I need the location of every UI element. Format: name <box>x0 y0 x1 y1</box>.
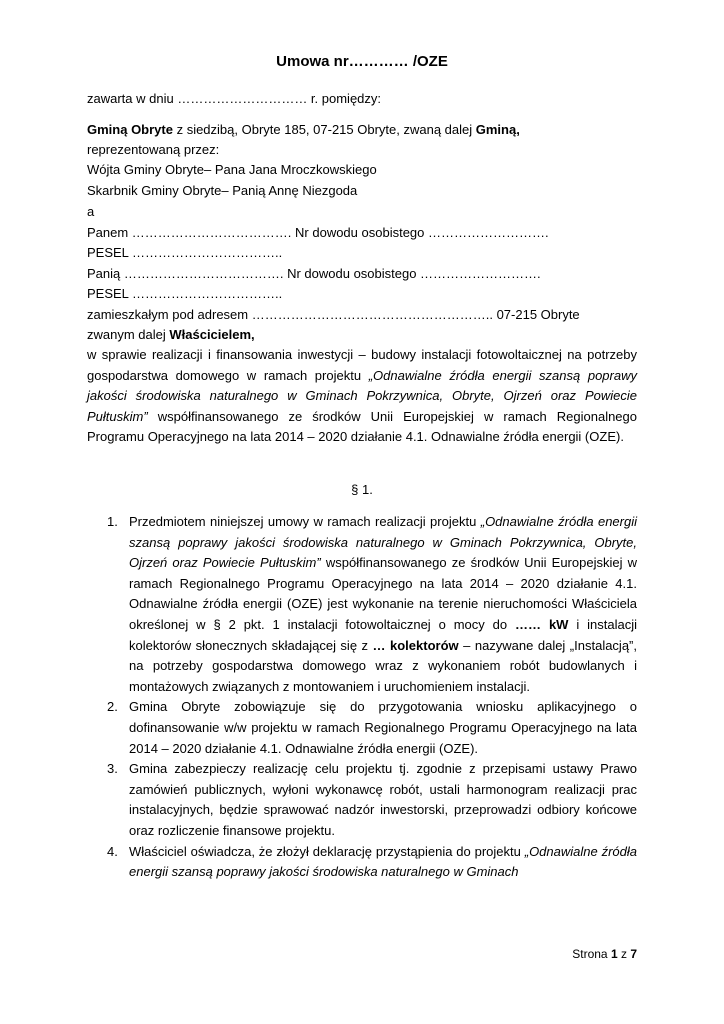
party1-line <box>87 120 520 140</box>
address-line: zamieszkałym pod adresem ……………………………………………….. 07-215 Obryte <box>87 307 580 322</box>
rep1-line: Wójta Gminy Obryte– Pana Jana Mroczkowskiego <box>87 162 377 177</box>
list-item <box>87 697 637 759</box>
matter-text-a: w sprawie realizacji i finansowania inwestycji – budowy instalacji fotowoltaicznej na potrzeby gospodarstwa domowego w ramach projektu <box>87 347 637 383</box>
item-text: Właściciel oświadcza, że złożył deklarację przystąpienia do projektu <box>129 843 525 859</box>
pesel1-line: PESEL …………………………….. <box>87 245 283 260</box>
matter-paragraph <box>87 345 637 448</box>
matter-project-name: „Odnawialne źródła energii szansą poprawy jakości środowiska naturalnego w Gminach Pokrzywnica, Obryte, Ojrzeń oraz Powiecie Pułtuskim” <box>87 367 637 424</box>
item-collectors: … kolektorów <box>372 637 459 653</box>
and-line: a <box>87 204 95 219</box>
item-text: – nazywane dalej „Instalacją”, na potrzeby gospodarstwa domowego wraz z wykonaniem robót budowlanych i montażowych związanych z montowaniem i uruchomieniem instalacji. <box>129 637 637 694</box>
footer-label: Strona <box>572 947 611 961</box>
item-text: współfinansowanego ze środków Unii Europejskiej w ramach Regionalnego Programu Operacyjnego na lata 2014 – 2020 działanie 4.1. Odnawialne źródła energii (OZE) jest wykonanie na terenie nieruchomości Właściciela określonej w § 2 pkt. 1 instalacji fotowoltaicznej o mocy do <box>129 555 637 632</box>
called-bold: Właścicielem, <box>169 327 255 342</box>
party1-name: Gminą Obryte <box>87 122 173 137</box>
represented-line: reprezentowaną przez: <box>87 142 220 157</box>
item-number: 2. <box>107 699 118 715</box>
item-text: Przedmiotem niniejszej umowy w ramach realizacji projektu <box>129 514 481 529</box>
party2-line1: Panem ………………………………. Nr dowodu osobistego ………………………. <box>87 225 549 240</box>
party1-address: z siedzibą, Obryte 185, 07-215 Obryte, zwaną dalej <box>172 122 476 137</box>
matter-text-b: współfinansowanego ze środków Unii Europejskiej w ramach Regionalnego Programu Operacyjnego na lata 2014 – 2020 działanie 4.1. Odnawialne źródła energii (OZE). <box>87 408 637 445</box>
called-text: zwanym dalej <box>87 327 170 342</box>
party2-line2: Panią ………………………………. Nr dowodu osobistego ………………………. <box>87 266 541 281</box>
pesel2-line: PESEL …………………………….. <box>87 286 283 301</box>
section-heading: § 1. <box>351 482 373 497</box>
list-item <box>87 759 637 841</box>
rep2-line: Skarbnik Gminy Obryte– Panią Annę Niezgoda <box>87 183 358 198</box>
page-footer <box>572 947 637 961</box>
item-text: Gmina Obryte zobowiązuje się do przygotowania wniosku aplikacyjnego o dofinansowanie w/w projektu w ramach Regionalnego Programu Operacyjnego na lata 2014 – 2020 działanie 4.1. Odnawialne źródła energii (OZE). <box>129 699 637 756</box>
item-number: 4. <box>107 843 118 859</box>
footer-sep: z <box>617 947 631 961</box>
item-power: …… kW <box>515 616 569 632</box>
footer-total: 7 <box>630 947 637 961</box>
item-project-name: „Odnawialne źródła energii szansą poprawy jakości środowiska naturalnego w Gminach <box>129 843 637 880</box>
footer-page: 1 <box>610 947 618 961</box>
list-item <box>87 512 637 697</box>
list-item <box>87 842 637 883</box>
item-text: Gmina zabezpieczy realizację celu projektu tj. zgodnie z przepisami ustawy Prawo zamówień publicznych, wyłoni wykonawcę robót, ustali harmonogram realizacji prac instalacyjnych, będzie sprawować nadzór inwestorski, przeprowadzi odbiory końcowe oraz rozliczenie finansowe projektu. <box>129 761 637 838</box>
clause-list <box>87 512 637 883</box>
item-number: 3. <box>107 761 118 777</box>
called-line <box>87 325 255 345</box>
contract-title: Umowa nr………… /OZE <box>276 53 448 70</box>
party1-short: Gminą, <box>475 122 520 137</box>
item-number: 1. <box>107 514 118 529</box>
intro-line: zawarta w dniu ………………………… r. pomiędzy: <box>87 91 382 106</box>
item-text: i instalacji kolektorów słonecznych składającej się z <box>129 616 637 653</box>
item-project-name: „Odnawialne źródła energii szansą poprawy jakości środowiska naturalnego w Gminach Pokrzywnica, Obryte, Ojrzeń oraz Powiecie Pułtuskim” <box>129 514 637 571</box>
